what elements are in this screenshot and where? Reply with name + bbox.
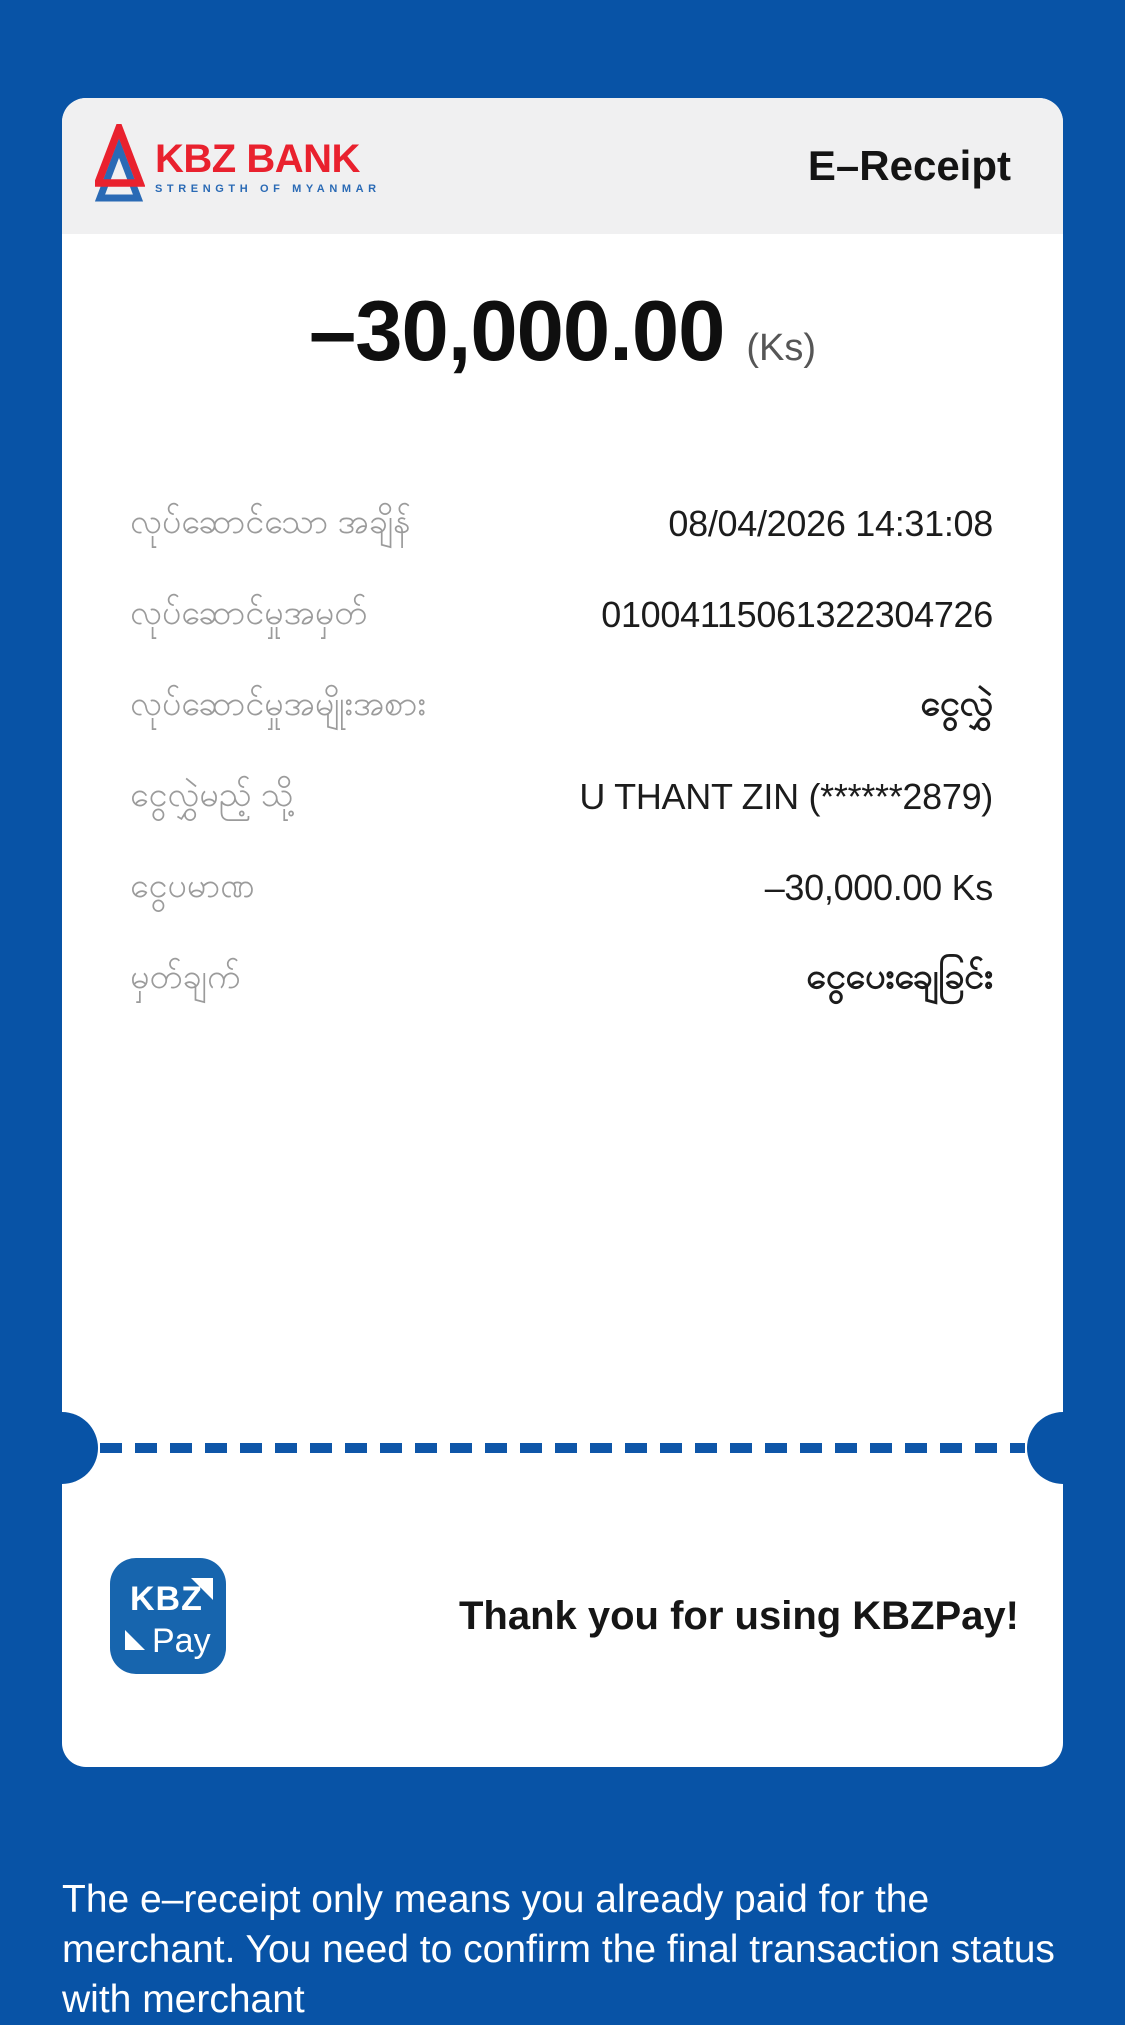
kbz-bank-name: KBZ BANK (155, 136, 360, 181)
detail-label: လုပ်ဆောင်သော အချိန် (130, 502, 411, 541)
detail-value: ငွေပေးချေခြင်း (806, 955, 993, 996)
kbzpay-corner-mark-bottom-left (125, 1630, 145, 1650)
detail-row-amount (130, 862, 993, 914)
separator-notch-left (62, 1412, 98, 1484)
receipt-header (62, 98, 1063, 234)
detail-value: U THANT ZIN (******2879) (579, 776, 993, 817)
detail-label: မှတ်ချက် (130, 957, 241, 996)
receipt-footer (110, 1558, 1019, 1674)
kbzpay-logo (110, 1558, 226, 1674)
kbz-bank-logo-text (155, 138, 381, 195)
transaction-details (130, 498, 993, 1044)
detail-label: လုပ်ဆောင်မှုအမှတ် (130, 593, 368, 632)
detail-row-transaction-number (130, 589, 993, 641)
detail-value: 01004115061322304726 (601, 594, 993, 635)
amount-block (62, 283, 1063, 381)
detail-row-note (130, 953, 993, 1005)
separator-notch-right (1027, 1412, 1063, 1484)
page-title: E–Receipt (807, 142, 1011, 189)
disclaimer-text: The e–receipt only means you already paid for the merchant. You need to confirm the final transaction status with merchant (62, 1878, 1055, 2021)
detail-label: ငွေပမာဏ (130, 866, 255, 905)
dashed-separator (100, 1443, 1025, 1453)
kbz-bank-logo-icon (95, 124, 145, 209)
detail-value: ငွေလွှဲ (920, 682, 993, 723)
amount-value: –30,000.00 (308, 284, 725, 379)
kbzpay-logo-line1: KBZ (130, 1580, 203, 1618)
thank-you-text: Thank you for using KBZPay! (458, 1593, 1019, 1638)
detail-value: –30,000.00 Ks (764, 867, 993, 908)
kbz-bank-logo (95, 124, 381, 209)
detail-row-transfer-to (130, 771, 993, 823)
detail-value: 08/04/2026 14:31:08 (668, 503, 993, 544)
kbz-bank-tagline: STRENGTH OF MYANMAR (155, 182, 381, 195)
amount-currency: (Ks) (746, 327, 817, 369)
kbzpay-logo-line2: Pay (152, 1622, 211, 1660)
detail-label: လုပ်ဆောင်မှုအမျိုးအစား (130, 684, 427, 723)
detail-label: ငွေလွှဲမည့် သို့ (130, 775, 294, 814)
detail-row-transaction-type (130, 680, 993, 732)
receipt-card (62, 98, 1063, 1767)
detail-row-transaction-time (130, 498, 993, 550)
